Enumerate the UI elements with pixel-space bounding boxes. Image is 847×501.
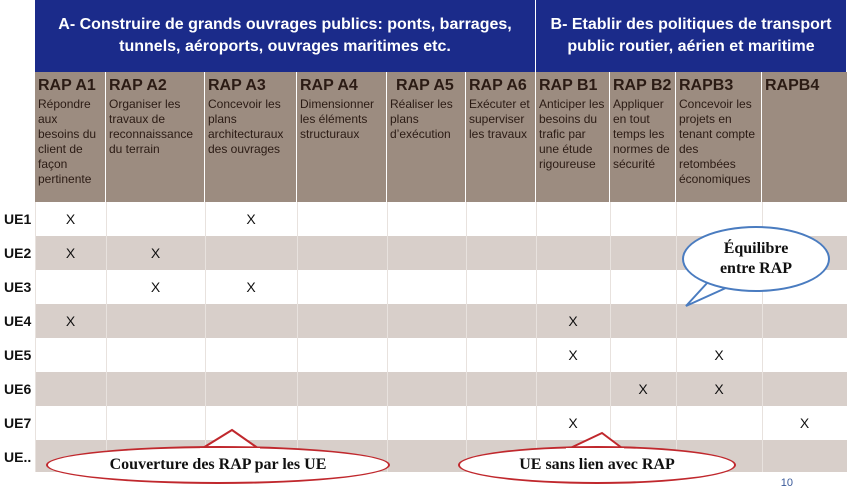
matrix-mark: X bbox=[799, 415, 810, 431]
row-label-ue2: UE2 bbox=[0, 236, 35, 270]
grid-line bbox=[387, 202, 388, 472]
matrix-mark: X bbox=[65, 245, 76, 261]
balance-speech-bubble bbox=[682, 226, 830, 292]
rap-code: RAP A3 bbox=[208, 77, 266, 94]
rap-code: RAPB4 bbox=[765, 77, 820, 94]
group-a-title: A- Construire de grands ouvrages publics: ponts, barrages, tunnels, aéroports, ouvrages maritimes etc. bbox=[58, 16, 512, 55]
rap-desc: Organiser les travaux de reconnaissance du terrain bbox=[109, 97, 194, 156]
no-link-callout-text: UE sans lien avec RAP bbox=[519, 456, 675, 473]
row-bg bbox=[35, 304, 847, 338]
rap-code: RAP A1 bbox=[38, 77, 96, 94]
grid-line bbox=[205, 202, 206, 472]
matrix-mark: X bbox=[714, 347, 724, 363]
grid-line bbox=[676, 202, 677, 472]
grid-line bbox=[297, 202, 298, 472]
rap-header-a4 bbox=[297, 72, 387, 202]
rap-desc: Exécuter et superviser les travaux bbox=[469, 97, 530, 141]
rap-header-b3 bbox=[676, 72, 762, 202]
matrix-mark: X bbox=[65, 313, 76, 329]
matrix-mark: X bbox=[150, 279, 161, 295]
row-label-ue7: UE7 bbox=[0, 406, 35, 440]
group-b-header bbox=[536, 0, 847, 72]
matrix-mark: X bbox=[246, 279, 256, 295]
rap-desc: Répondre aux besoins du client de façon pertinente bbox=[38, 97, 97, 186]
page-number: 10 bbox=[780, 477, 793, 489]
row-label-ue6: UE6 bbox=[0, 372, 35, 406]
matrix-mark: X bbox=[246, 211, 256, 227]
rap-desc: Appliquer en tout temps les normes de sécurité bbox=[613, 97, 670, 171]
rap-header-a2 bbox=[106, 72, 205, 202]
matrix-mark: X bbox=[568, 313, 578, 329]
rap-header-a6 bbox=[466, 72, 536, 202]
group-b-title: B- Etablir des politiques de transport public routier, aérien et maritime bbox=[550, 16, 832, 55]
rap-header-b2 bbox=[610, 72, 676, 202]
rap-code: RAP B2 bbox=[613, 77, 672, 94]
rap-desc: Concevoir les projets en tenant compte des retombées économiques bbox=[679, 97, 756, 186]
matrix-mark: X bbox=[714, 381, 724, 397]
group-a-header bbox=[35, 0, 536, 72]
no-link-pointer-join bbox=[566, 448, 624, 454]
matrix-mark: X bbox=[568, 415, 578, 431]
rap-code: RAP A2 bbox=[109, 77, 167, 94]
rap-desc: Dimensionner les éléments structuraux bbox=[300, 97, 375, 141]
rap-desc: Anticiper les besoins du trafic par une étude rigoureuse bbox=[539, 97, 605, 171]
row-label-ue5: UE5 bbox=[0, 338, 35, 372]
matrix-mark: X bbox=[568, 347, 578, 363]
row-label-ue1: UE1 bbox=[0, 202, 35, 236]
rap-desc: Concevoir les plans architecturaux des ouvrages bbox=[208, 97, 284, 156]
row-label-ue3: UE3 bbox=[0, 270, 35, 304]
balance-line-1: Équilibre bbox=[723, 240, 789, 257]
row-label-ue4: UE4 bbox=[0, 304, 35, 338]
rap-header-b4 bbox=[762, 72, 847, 202]
grid-line bbox=[466, 202, 467, 472]
grid-line bbox=[610, 202, 611, 472]
rap-header-a3 bbox=[205, 72, 297, 202]
rap-code: RAP A6 bbox=[469, 77, 527, 94]
matrix-mark: X bbox=[65, 211, 76, 227]
corner-blank bbox=[0, 0, 35, 202]
rap-code: RAP B1 bbox=[539, 77, 598, 94]
rap-code: RAPB3 bbox=[679, 77, 734, 94]
row-label-ue-more: UE.. bbox=[0, 440, 35, 474]
rap-code: RAP A4 bbox=[300, 77, 358, 94]
matrix-mark: X bbox=[638, 381, 648, 397]
balance-line-2: entre RAP bbox=[719, 260, 793, 277]
matrix-mark: X bbox=[150, 245, 161, 261]
rap-code: RAP A5 bbox=[396, 77, 454, 94]
rap-header-a1 bbox=[35, 72, 106, 202]
coverage-callout-text: Couverture des RAP par les UE bbox=[109, 456, 327, 473]
rap-header-a5 bbox=[387, 72, 466, 202]
rap-desc: Réaliser les plans d’exécution bbox=[390, 97, 453, 141]
coverage-pointer-join bbox=[200, 448, 260, 454]
rap-header-b1 bbox=[536, 72, 610, 202]
row-bg bbox=[35, 406, 847, 440]
